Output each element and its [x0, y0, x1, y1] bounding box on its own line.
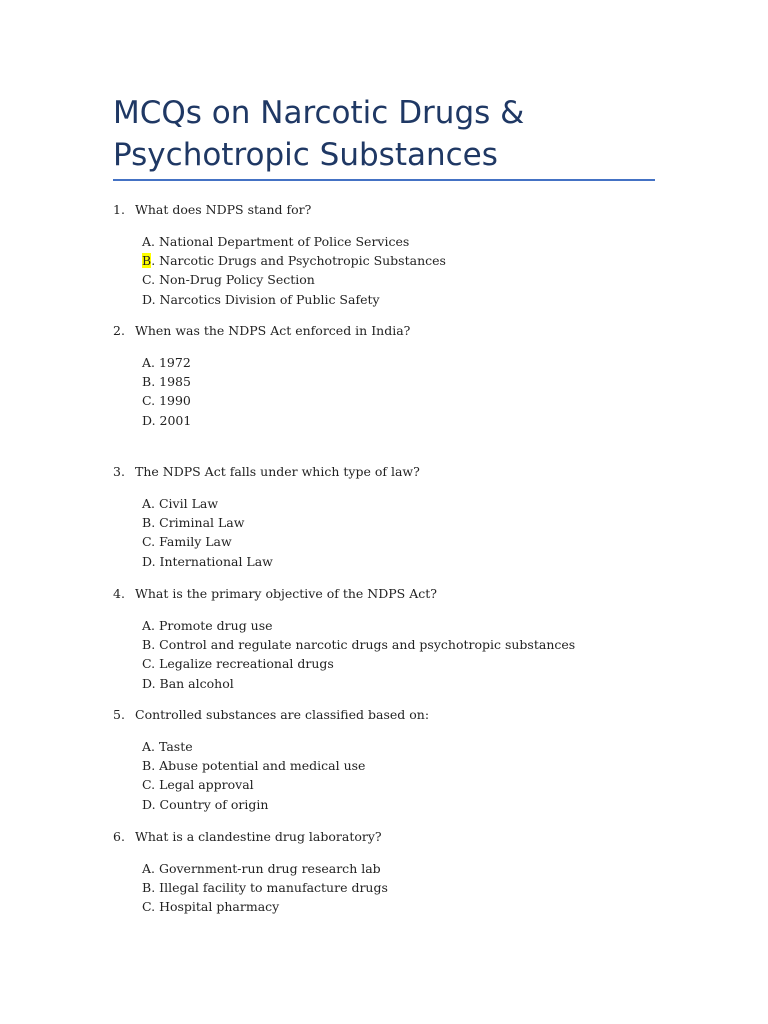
option-letter: D [142, 796, 152, 812]
option-letter: A [142, 739, 152, 754]
option-3a [142, 494, 702, 513]
options-list-3 [142, 494, 702, 571]
option-text: . 1972 [151, 355, 191, 370]
question-number: 3. [113, 464, 125, 479]
question-number: 2. [113, 323, 125, 338]
question-4 [113, 584, 713, 603]
option-6a [142, 859, 702, 878]
options-list-6 [142, 859, 702, 917]
option-text: . Family Law [151, 534, 232, 550]
option-letter: C [142, 777, 152, 793]
option-text: . 1985 [151, 374, 191, 390]
option-letter: B [142, 637, 152, 653]
option-letter: C [142, 534, 152, 550]
option-text: . National Department of Police Services [151, 234, 410, 249]
option-text: . Civil Law [151, 496, 219, 511]
option-2c [142, 391, 702, 410]
option-4b [142, 635, 702, 654]
option-6b [142, 878, 702, 897]
option-text: . Narcotics Division of Public Safety [151, 291, 380, 307]
option-text: . Government-run drug research lab [151, 861, 381, 876]
option-letter: B [142, 374, 152, 390]
question-text: What is the primary objective of the NDPS Act? [135, 586, 437, 601]
option-1a [142, 232, 702, 251]
option-letter: A [142, 618, 152, 633]
title-divider [113, 179, 655, 181]
highlighted-option-letter: B [142, 253, 152, 269]
option-text: . Illegal facility to manufacture drugs [151, 880, 388, 896]
question-text: What is a clandestine drug laboratory? [135, 829, 382, 844]
option-text: . 1990 [151, 393, 191, 409]
question-number: 1. [113, 202, 125, 217]
option-text: . Control and regulate narcotic drugs and psychotropic substances [151, 637, 576, 653]
option-text: . Non-Drug Policy Section [151, 272, 315, 288]
option-text: . Narcotic Drugs and Psychotropic Substances [151, 253, 446, 269]
option-letter: A [142, 496, 152, 511]
option-1b [142, 251, 702, 270]
options-list-4 [142, 616, 702, 693]
question-text: What does NDPS stand for? [135, 202, 312, 217]
option-2d [142, 411, 702, 430]
option-letter: C [142, 272, 152, 288]
option-letter: D [142, 291, 152, 307]
option-text: . Taste [151, 739, 193, 754]
question-number: 5. [113, 707, 125, 722]
page-title: MCQs on Narcotic Drugs & Psychotropic Substances [113, 95, 525, 173]
option-text: . Abuse potential and medical use [151, 758, 366, 774]
option-6c [142, 897, 702, 916]
question-2 [113, 321, 713, 340]
option-text: . 2001 [151, 412, 192, 428]
option-text: . Criminal Law [151, 515, 245, 531]
option-1c [142, 270, 702, 289]
option-3d [142, 552, 702, 571]
question-5 [113, 705, 713, 724]
option-5d [142, 795, 702, 814]
option-letter: A [142, 234, 152, 249]
option-1d [142, 290, 702, 309]
option-letter: A [142, 355, 152, 370]
options-list-5 [142, 737, 702, 814]
option-text: . Promote drug use [151, 618, 273, 633]
option-text: . Hospital pharmacy [151, 899, 280, 915]
option-3c [142, 532, 702, 551]
option-text: . Country of origin [151, 796, 269, 812]
option-2a [142, 353, 702, 372]
question-text: The NDPS Act falls under which type of law? [135, 464, 420, 479]
option-4c [142, 654, 702, 673]
question-text: Controlled substances are classified based on: [135, 707, 430, 722]
question-text: When was the NDPS Act enforced in India? [135, 323, 411, 338]
option-4d [142, 674, 702, 693]
option-letter: C [142, 393, 152, 409]
option-text: . Ban alcohol [151, 675, 234, 691]
options-list-2 [142, 353, 702, 430]
question-number: 6. [113, 829, 125, 844]
option-5a [142, 737, 702, 756]
option-3b [142, 513, 702, 532]
option-text: . Legal approval [151, 777, 254, 793]
option-text: . Legalize recreational drugs [151, 656, 334, 672]
option-5b [142, 756, 702, 775]
option-5c [142, 775, 702, 794]
option-letter: C [142, 899, 152, 915]
option-letter: A [142, 861, 152, 876]
question-number: 4. [113, 586, 125, 601]
question-1 [113, 200, 713, 219]
option-letter: B [142, 880, 152, 896]
question-6 [113, 827, 713, 846]
options-list-1 [142, 232, 702, 309]
option-letter: B [142, 515, 152, 531]
option-letter: C [142, 656, 152, 672]
option-letter: D [142, 675, 152, 691]
option-4a [142, 616, 702, 635]
option-text: . International Law [151, 553, 273, 569]
option-letter: B [142, 758, 152, 774]
option-2b [142, 372, 702, 391]
option-letter: D [142, 553, 152, 569]
option-letter: D [142, 412, 152, 428]
question-3 [113, 462, 713, 481]
